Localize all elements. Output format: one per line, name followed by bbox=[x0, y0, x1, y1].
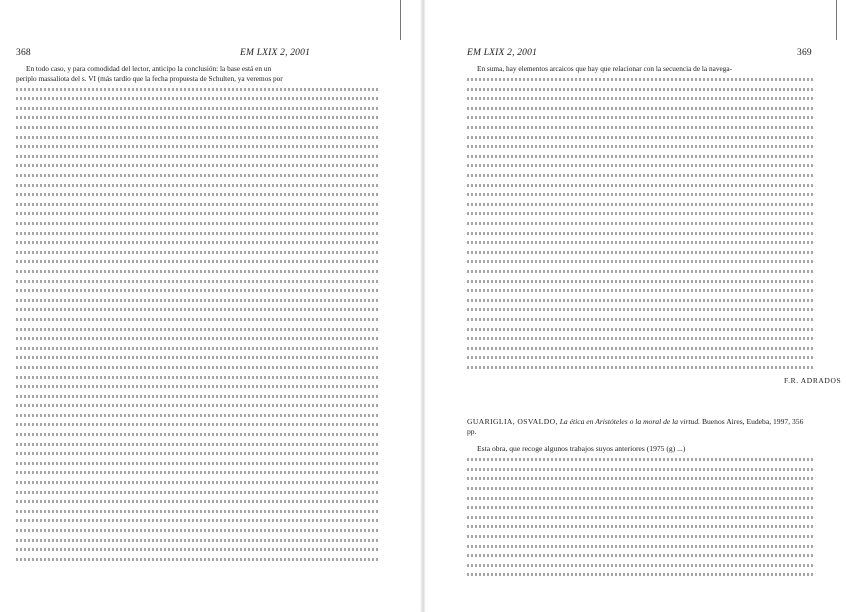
right-page bbox=[423, 0, 846, 612]
running-head: EM LXIX 2, 2001 bbox=[240, 48, 311, 58]
illegible-line bbox=[16, 150, 378, 160]
text-line: En todo caso, y para comodidad del lector, anticipo la conclusión: la base está en un bbox=[26, 64, 272, 73]
illegible-line bbox=[467, 521, 813, 531]
illegible-line bbox=[467, 511, 813, 521]
illegible-line bbox=[16, 122, 378, 132]
illegible-line bbox=[16, 342, 378, 352]
illegible-line bbox=[16, 323, 378, 333]
illegible-line bbox=[467, 483, 813, 493]
review-opening-line: Esta obra, que recoge algunos trabajos suyos anteriores (1975 (g) ...) bbox=[477, 444, 686, 454]
illegible-line bbox=[16, 381, 378, 391]
illegible-line bbox=[16, 361, 378, 371]
illegible-line bbox=[467, 122, 813, 132]
illegible-line bbox=[16, 93, 378, 103]
text-line: periplo massaliota del s. VI (más tardío que la fecha propuesta de Schulten, ya veremos por bbox=[16, 73, 283, 83]
illegible-line bbox=[16, 477, 378, 487]
page-number: 368 bbox=[16, 48, 31, 58]
illegible-line bbox=[467, 550, 813, 560]
text-line: En suma, hay elementos arcaicos que hay que relacionar con la secuencia de la navega- bbox=[477, 64, 733, 73]
illegible-line bbox=[16, 256, 378, 266]
illegible-line bbox=[467, 275, 813, 285]
illegible-line bbox=[467, 473, 813, 483]
illegible-line bbox=[467, 189, 813, 199]
illegible-line bbox=[467, 294, 813, 304]
review-author: GUARIGLIA, OSVALDO, bbox=[467, 417, 558, 426]
illegible-line bbox=[16, 429, 378, 439]
illegible-line bbox=[16, 189, 378, 199]
illegible-line bbox=[16, 390, 378, 400]
illegible-line bbox=[16, 525, 378, 535]
illegible-line bbox=[467, 179, 813, 189]
illegible-line bbox=[16, 83, 378, 93]
illegible-line bbox=[16, 496, 378, 506]
illegible-line bbox=[467, 333, 813, 343]
illegible-line bbox=[467, 227, 813, 237]
illegible-line bbox=[467, 569, 813, 579]
illegible-line bbox=[467, 93, 813, 103]
illegible-line bbox=[16, 333, 378, 343]
reviewer-signature: F.R. ADRADOS bbox=[784, 376, 842, 385]
illegible-line bbox=[16, 294, 378, 304]
review-title: La ética en Aristóteles o la moral de la virtud. bbox=[559, 417, 701, 426]
illegible-line bbox=[16, 112, 378, 122]
running-head: EM LXIX 2, 2001 bbox=[467, 48, 538, 58]
illegible-line bbox=[16, 505, 378, 515]
review-heading bbox=[467, 417, 813, 579]
illegible-line bbox=[16, 141, 378, 151]
illegible-line bbox=[467, 170, 813, 180]
illegible-line bbox=[467, 218, 813, 228]
illegible-line bbox=[467, 265, 813, 275]
illegible-line bbox=[467, 246, 813, 256]
illegible-line bbox=[467, 463, 813, 473]
illegible-line bbox=[16, 246, 378, 256]
illegible-line bbox=[467, 559, 813, 569]
illegible-line bbox=[467, 361, 813, 371]
illegible-line bbox=[16, 544, 378, 554]
illegible-line bbox=[467, 102, 813, 112]
illegible-line bbox=[16, 265, 378, 275]
illegible-line bbox=[16, 352, 378, 362]
illegible-line bbox=[467, 323, 813, 333]
illegible-line bbox=[467, 454, 813, 464]
body-text bbox=[16, 64, 378, 563]
illegible-line bbox=[16, 237, 378, 247]
illegible-line bbox=[16, 515, 378, 525]
illegible-line bbox=[467, 74, 813, 84]
illegible-line bbox=[16, 304, 378, 314]
illegible-line bbox=[467, 531, 813, 541]
illegible-line bbox=[16, 227, 378, 237]
body-text bbox=[467, 64, 813, 371]
illegible-line bbox=[16, 102, 378, 112]
illegible-line bbox=[467, 112, 813, 122]
illegible-line bbox=[16, 419, 378, 429]
illegible-line bbox=[467, 492, 813, 502]
illegible-line bbox=[16, 553, 378, 563]
illegible-line bbox=[16, 534, 378, 544]
illegible-line bbox=[467, 83, 813, 93]
illegible-line bbox=[467, 160, 813, 170]
illegible-line bbox=[16, 371, 378, 381]
illegible-line bbox=[467, 342, 813, 352]
illegible-line bbox=[16, 179, 378, 189]
page-number: 369 bbox=[797, 48, 812, 58]
illegible-line bbox=[16, 457, 378, 467]
review-publication: Buenos Aires, Eudeba, 1997, 356 pp. bbox=[467, 417, 804, 436]
illegible-line bbox=[467, 502, 813, 512]
illegible-line bbox=[467, 141, 813, 151]
illegible-line bbox=[467, 237, 813, 247]
illegible-line bbox=[467, 131, 813, 141]
illegible-line bbox=[16, 409, 378, 419]
illegible-line bbox=[467, 285, 813, 295]
illegible-line bbox=[467, 540, 813, 550]
illegible-line bbox=[467, 208, 813, 218]
illegible-line bbox=[467, 150, 813, 160]
illegible-line bbox=[16, 160, 378, 170]
illegible-line bbox=[16, 285, 378, 295]
illegible-line bbox=[16, 448, 378, 458]
illegible-line bbox=[16, 208, 378, 218]
illegible-line bbox=[16, 218, 378, 228]
illegible-line bbox=[16, 170, 378, 180]
illegible-line bbox=[16, 467, 378, 477]
illegible-line bbox=[16, 438, 378, 448]
illegible-line bbox=[16, 486, 378, 496]
illegible-line bbox=[16, 275, 378, 285]
illegible-line bbox=[467, 313, 813, 323]
illegible-line bbox=[16, 198, 378, 208]
illegible-line bbox=[16, 400, 378, 410]
illegible-line bbox=[467, 304, 813, 314]
illegible-line bbox=[16, 313, 378, 323]
illegible-line bbox=[467, 352, 813, 362]
illegible-line bbox=[16, 131, 378, 141]
illegible-line bbox=[467, 198, 813, 208]
illegible-line bbox=[467, 256, 813, 266]
